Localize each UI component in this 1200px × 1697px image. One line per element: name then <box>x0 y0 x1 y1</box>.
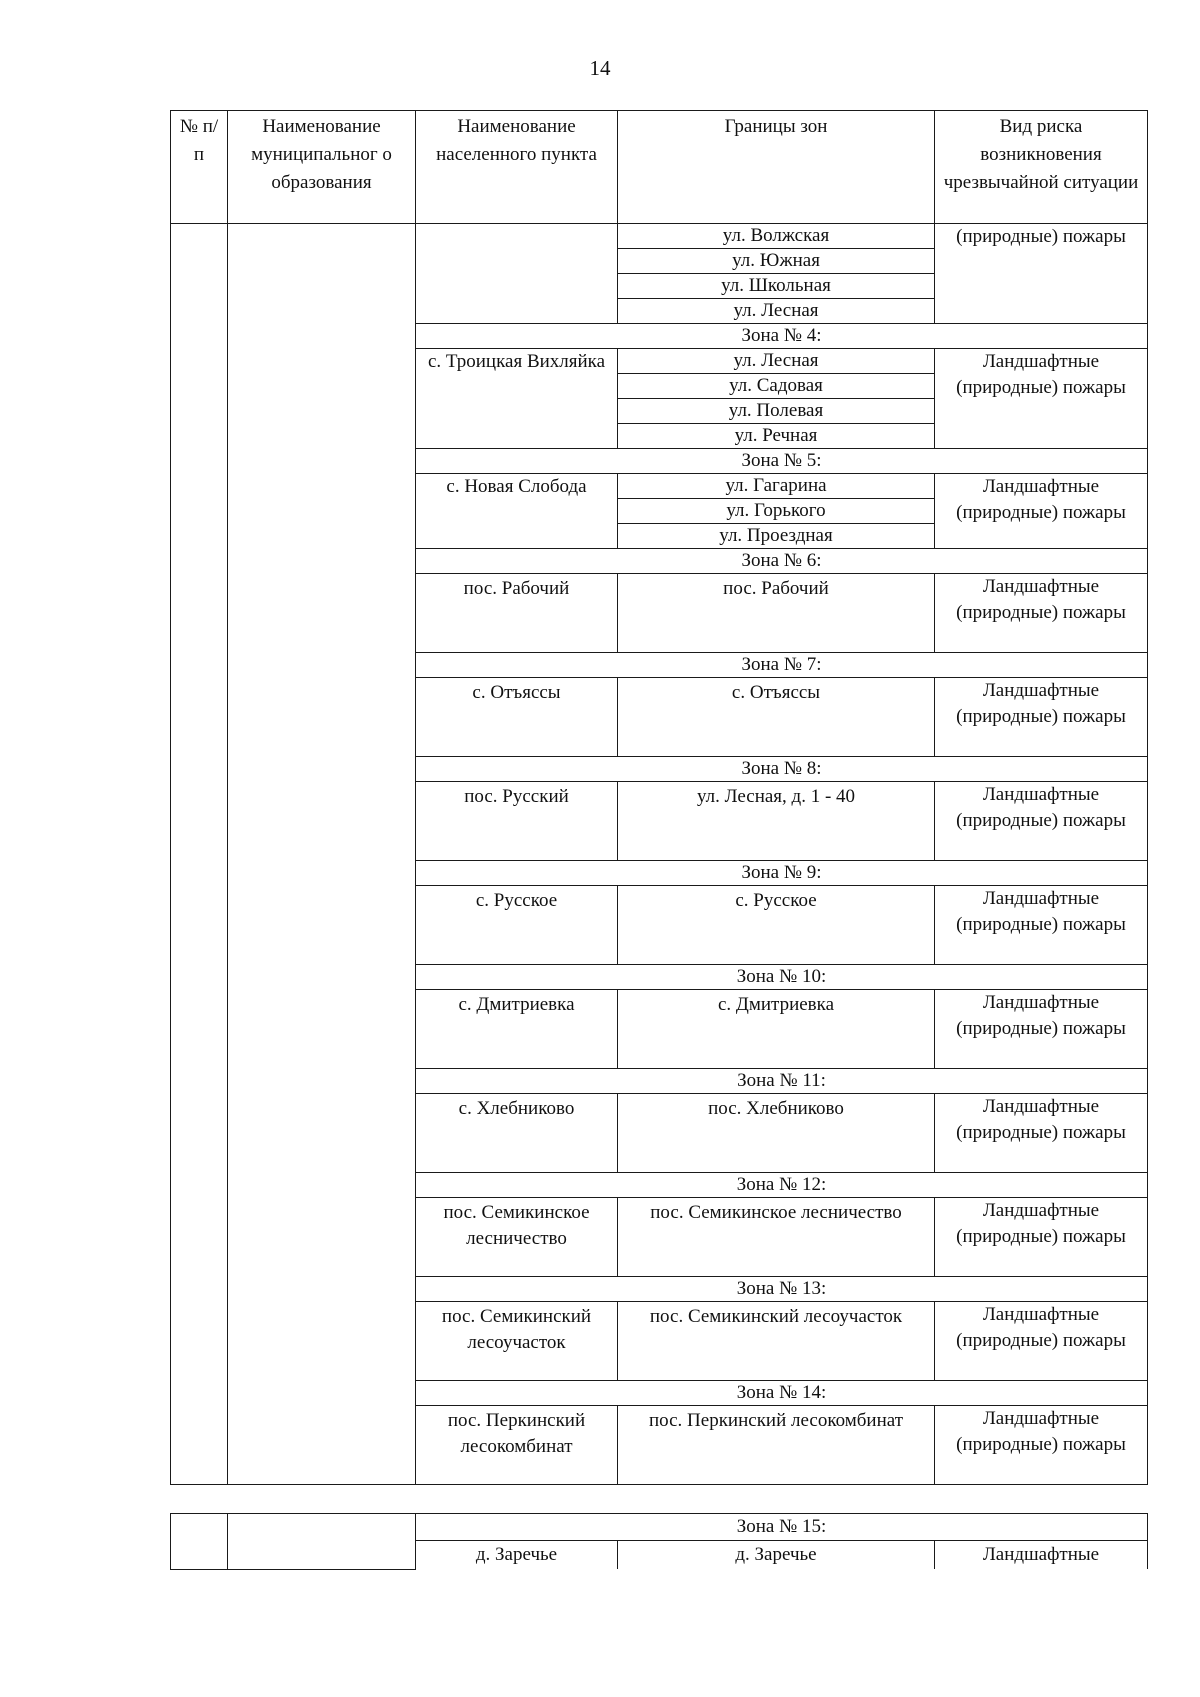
risk-cell: Ландшафтные (природные) пожары <box>935 349 1148 449</box>
header-municipality: Наименование муниципальног о образования <box>228 111 416 224</box>
border-cell: ул. Лесная, д. 1 - 40 <box>618 782 935 861</box>
street-cell: ул. Проездная <box>618 524 935 549</box>
border-cell: пос. Семикинский лесоучасток <box>618 1302 935 1381</box>
border-cell: пос. Перкинский лесокомбинат <box>618 1406 935 1485</box>
settlement-cell: пос. Русский <box>416 782 618 861</box>
settlement-cell: с. Хлебниково <box>416 1094 618 1173</box>
zone-title: Зона № 14: <box>416 1381 1148 1406</box>
zone-title: Зона № 8: <box>416 757 1148 782</box>
settlement-cell: с. Русское <box>416 886 618 965</box>
header-borders: Границы зон <box>618 111 935 224</box>
risk-cell: Ландшафтные (природные) пожары <box>935 678 1148 757</box>
street-cell: ул. Южная <box>618 249 935 274</box>
street-cell: ул. Горького <box>618 499 935 524</box>
border-cell: пос. Семикинское лесничество <box>618 1198 935 1277</box>
street-cell: ул. Полевая <box>618 399 935 424</box>
border-cell: с. Отъяссы <box>618 678 935 757</box>
zones-table <box>170 110 1148 1485</box>
street-cell: ул. Школьная <box>618 274 935 299</box>
settlement-cell <box>416 224 618 324</box>
risk-cell: Ландшафтные (природные) пожары <box>935 1406 1148 1485</box>
settlement-cell: пос. Рабочий <box>416 574 618 653</box>
border-cell: д. Заречье <box>618 1541 935 1570</box>
table-row <box>171 224 1148 249</box>
settlement-cell: с. Новая Слобода <box>416 474 618 549</box>
settlement-cell: пос. Семикинский лесоучасток <box>416 1302 618 1381</box>
street-cell: ул. Гагарина <box>618 474 935 499</box>
zone-title: Зона № 12: <box>416 1173 1148 1198</box>
settlement-cell: с. Троицкая Вихляйка <box>416 349 618 449</box>
num-cell <box>171 1514 228 1570</box>
settlement-cell: с. Отъяссы <box>416 678 618 757</box>
risk-cell: (природные) пожары <box>935 224 1148 324</box>
risk-cell: Ландшафтные (природные) пожары <box>935 474 1148 549</box>
zone-title: Зона № 9: <box>416 861 1148 886</box>
zone-title: Зона № 6: <box>416 549 1148 574</box>
border-cell: с. Русское <box>618 886 935 965</box>
header-risk: Вид риска возникновения чрезвычайной ситуации <box>935 111 1148 224</box>
street-cell: ул. Садовая <box>618 374 935 399</box>
border-cell: пос. Хлебниково <box>618 1094 935 1173</box>
page-number: 14 <box>589 56 611 80</box>
header-settlement: Наименование населенного пункта <box>416 111 618 224</box>
street-cell: ул. Лесная <box>618 299 935 324</box>
risk-cell: Ландшафтные (природные) пожары <box>935 782 1148 861</box>
risk-cell: Ландшафтные (природные) пожары <box>935 1302 1148 1381</box>
border-cell: пос. Рабочий <box>618 574 935 653</box>
street-cell: ул. Волжская <box>618 224 935 249</box>
zone-title-row <box>171 1514 1148 1541</box>
municipality-cell <box>228 224 416 1485</box>
risk-cell: Ландшафтные (природные) пожары <box>935 886 1148 965</box>
zone-title: Зона № 11: <box>416 1069 1148 1094</box>
municipality-cell <box>228 1514 416 1570</box>
street-cell: ул. Речная <box>618 424 935 449</box>
zone-title: Зона № 4: <box>416 324 1148 349</box>
zone-title: Зона № 5: <box>416 449 1148 474</box>
risk-cell: Ландшафтные <box>935 1541 1148 1570</box>
zone-title: Зона № 10: <box>416 965 1148 990</box>
risk-cell: Ландшафтные (природные) пожары <box>935 990 1148 1069</box>
street-cell: ул. Лесная <box>618 349 935 374</box>
settlement-cell: пос. Семикинское лесничество <box>416 1198 618 1277</box>
settlement-cell: д. Заречье <box>416 1541 618 1570</box>
zones-table-tail <box>170 1513 1148 1570</box>
risk-cell: Ландшафтные (природные) пожары <box>935 574 1148 653</box>
num-cell <box>171 224 228 1485</box>
risk-cell: Ландшафтные (природные) пожары <box>935 1094 1148 1173</box>
zone-title: Зона № 13: <box>416 1277 1148 1302</box>
settlement-cell: пос. Перкинский лесокомбинат <box>416 1406 618 1485</box>
zone-title: Зона № 15: <box>416 1514 1148 1541</box>
header-num: № п/п <box>171 111 228 224</box>
settlement-cell: с. Дмитриевка <box>416 990 618 1069</box>
zone-title: Зона № 7: <box>416 653 1148 678</box>
risk-cell: Ландшафтные (природные) пожары <box>935 1198 1148 1277</box>
table-header-row <box>171 111 1148 224</box>
border-cell: с. Дмитриевка <box>618 990 935 1069</box>
